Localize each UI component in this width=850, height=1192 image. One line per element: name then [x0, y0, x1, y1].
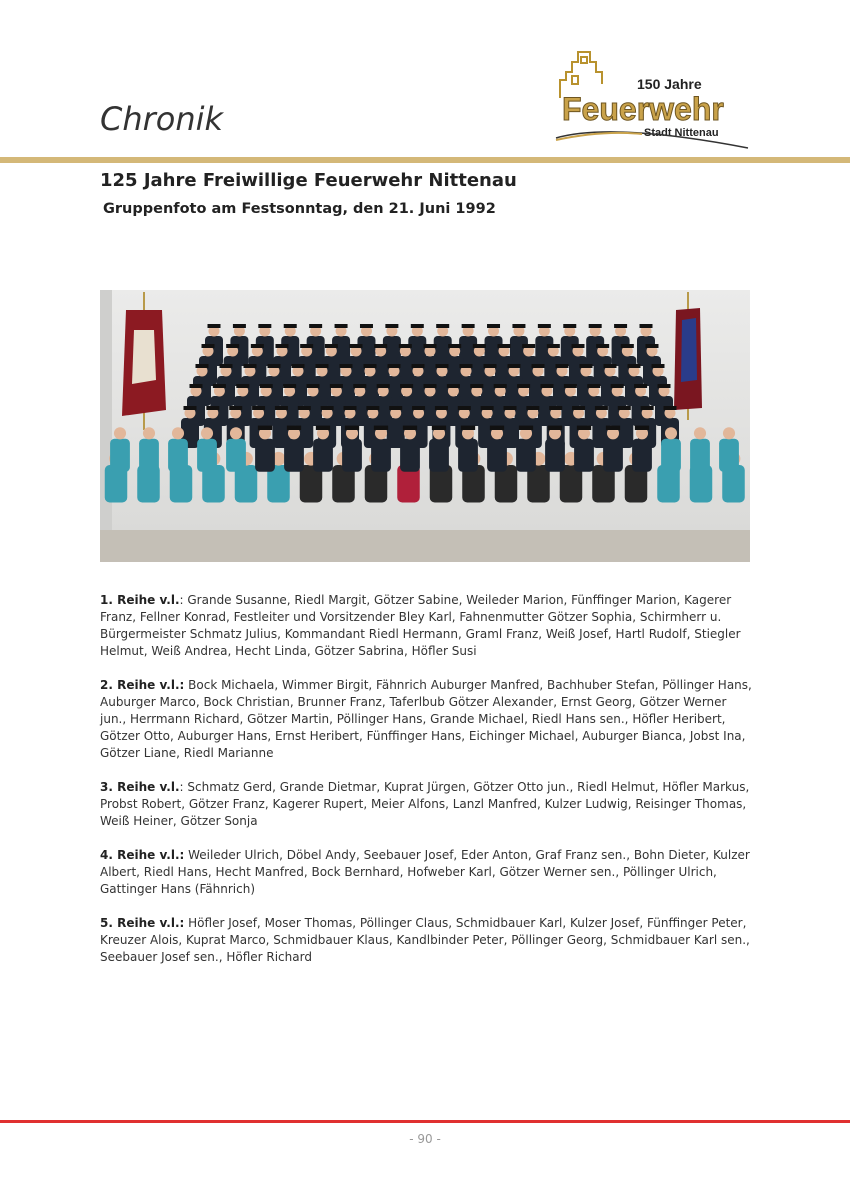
footer-red-divider: [0, 1120, 850, 1123]
row-label: 1. Reihe v.l.: [100, 593, 180, 607]
row-names: Schmatz Gerd, Grande Dietmar, Kuprat Jürgen, Götzer Otto jun., Riedl Helmut, Höfler Markus, Probst Robert, Götzer Franz, Kagerer Rupert, Meier Alfons, Lanzl Manfred, Kulzer Ludwig, Reisinger Thomas, Weiß Heiner, Götzer Sonja: [100, 780, 750, 828]
row-names: Weileder Ulrich, Döbel Andy, Seebauer Josef, Eder Anton, Graf Franz sen., Bohn Dieter, Kulzer Albert, Riedl Hans, Hecht Manfred, Bock Bernhard, Hofweber Karl, Götzer Werner sen., Pöllinger Ulrich, Gattinger Hans (Fähnrich): [100, 848, 750, 896]
feuerwehr-logo: [552, 44, 752, 150]
logo-name-text: Feuerwehr: [562, 91, 724, 127]
row-names: Grande Susanne, Riedl Margit, Götzer Sabine, Weileder Marion, Fünffinger Marion, Kagerer Franz, Fellner Konrad, Festleiter und Vorsitzender Bley Karl, Fahnenmutter Götzer Sophia, Schirmherr u. Bürgermeister Schmatz Julius, Kommandant Riedl Hermann, Graml Franz, Weiß Josef, Hartl Rudolf, Stiegler Helmut, Weiß Andrea, Hecht Linda, Götzer Sabrina, Höfler Susi: [100, 593, 741, 658]
row-separator: :: [179, 593, 188, 607]
row-label: 5. Reihe v.l.:: [100, 916, 185, 930]
article-subtitle: Gruppenfoto am Festsonntag, den 21. Juni 1992: [103, 201, 496, 217]
header-gold-divider: [0, 157, 850, 163]
row-label: 4. Reihe v.l.:: [100, 848, 185, 862]
row-separator: :: [179, 780, 188, 794]
row-names: Höfler Josef, Moser Thomas, Pöllinger Claus, Schmidbauer Karl, Kulzer Josef, Fünffinger Peter, Kreuzer Alois, Kuprat Marco, Schmidbauer Klaus, Kandlbinder Peter, Pöllinger Georg, Schmidbauer Karl sen., Seebauer Josef sen., Höfler Richard: [100, 916, 750, 964]
row-names: Bock Michaela, Wimmer Birgit, Fähnrich Auburger Manfred, Bachhuber Stefan, Pöllinger Hans, Auburger Marco, Bock Christian, Brunner Franz, Taferlbub Götzer Alexander, Ernst Georg, Götzer Werner jun., Herrmann Richard, Götzer Martin, Pöllinger Hans, Grande Michael, Riedl Hans sen., Höfler Heribert, Götzer Otto, Auburger Hans, Ernst Heribert, Fünffinger Hans, Eichinger Michael, Auburger Bianca, Jobst Ina, Götzer Liane, Riedl Marianne: [100, 678, 752, 760]
article-title: 125 Jahre Freiwillige Feuerwehr Nittenau: [100, 170, 517, 191]
row-4-caption: [100, 847, 755, 898]
names-list: [100, 592, 755, 983]
row-3-caption: [100, 779, 755, 830]
row-2-caption: [100, 677, 755, 762]
logo-years-text: 150 Jahre: [637, 76, 702, 92]
row-5-caption: [100, 915, 755, 966]
row-label: 3. Reihe v.l.: [100, 780, 180, 794]
page-number: - 90 -: [409, 1132, 441, 1146]
page-section-title: Chronik: [100, 100, 224, 138]
logo-city-text: Stadt Nittenau: [644, 127, 719, 139]
row-label: 2. Reihe v.l.:: [100, 678, 185, 692]
row-1-caption: [100, 592, 755, 660]
group-photo: [100, 290, 750, 562]
